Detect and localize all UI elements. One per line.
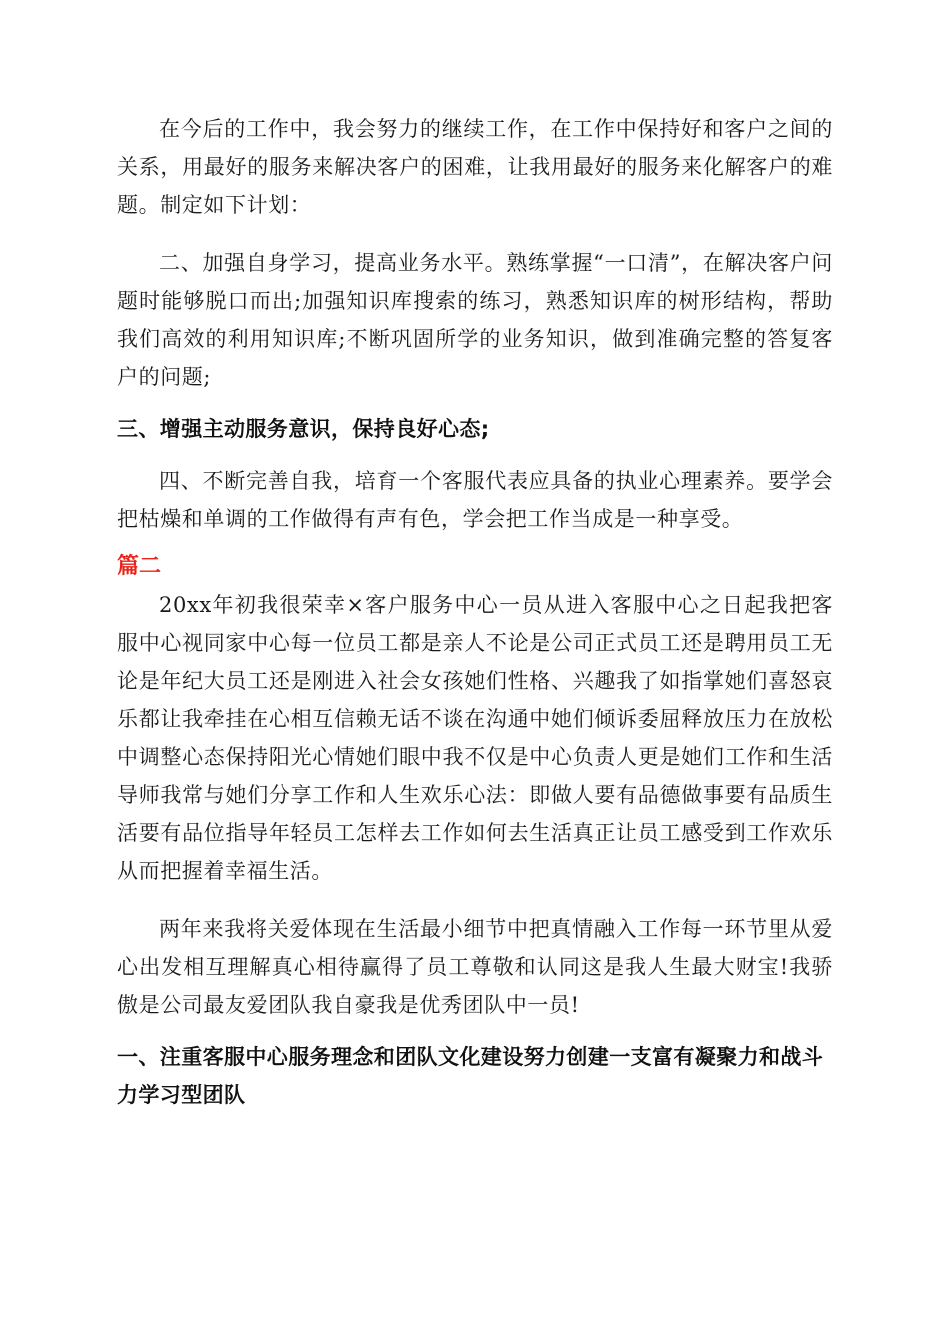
paragraph-plan-item-2: 二、加强自身学习，提高业务水平。熟练掌握“一口清”，在解决客户问题时能够脱口而出;加强知识库搜索的练习，熟悉知识库的树形结构，帮助我们高效的利用知识库;不断巩固所学的业务知识，做到准确完整的答复客户的问题;: [117, 251, 833, 389]
heading-plan-item-3: 三、增强主动服务意识，保持良好心态;: [117, 417, 490, 441]
paragraph-part-two-intro: 20xx年初我很荣幸×客户服务中心一员从进入客服中心之日起我把客服中心视同家中心每一位员工都是亲人不论是公司正式员工还是聘用员工无论是年纪大员工还是刚进入社会女孩她们性格、兴趣我了如指掌她们喜怒哀乐都让我牵挂在心相互信赖无话不谈在沟通中她们倾诉委屈释放压力在放松中调整心态保持阳光心情她们眼中我不仅是中心负责人更是她们工作和生活导师我常与她们分享工作和人生欢乐心法：即做人要有品德做事要有品质生活要有品位指导年轻员工怎样去工作如何去生活真正让员工感受到工作欢乐从而把握着幸福生活。: [117, 593, 833, 883]
document-page: [117, 110, 833, 1114]
paragraph-future-plan: 在今后的工作中，我会努力的继续工作，在工作中保持好和客户之间的关系，用最好的服务来解决客户的困难，让我用最好的服务来化解客户的难题。制定如下计划：: [117, 117, 833, 217]
heading-part-two-item-1: 一、注重客服中心服务理念和团队文化建设努力创建一支富有凝聚力和战斗力学习型团队: [117, 1045, 824, 1107]
paragraph-plan-item-4: 四、不断完善自我，培育一个客服代表应具备的执业心理素养。要学会把枯燥和单调的工作做得有声有色，学会把工作当成是一种享受。: [117, 469, 833, 531]
paragraph-two-years: 两年来我将关爱体现在生活最小细节中把真情融入工作每一环节里从爱心出发相互理解真心相待赢得了员工尊敬和认同这是我人生最大财宝!我骄傲是公司最友爱团队我自豪我是优秀团队中一员!: [117, 917, 833, 1017]
section-title-part-two: 篇二: [117, 554, 162, 579]
